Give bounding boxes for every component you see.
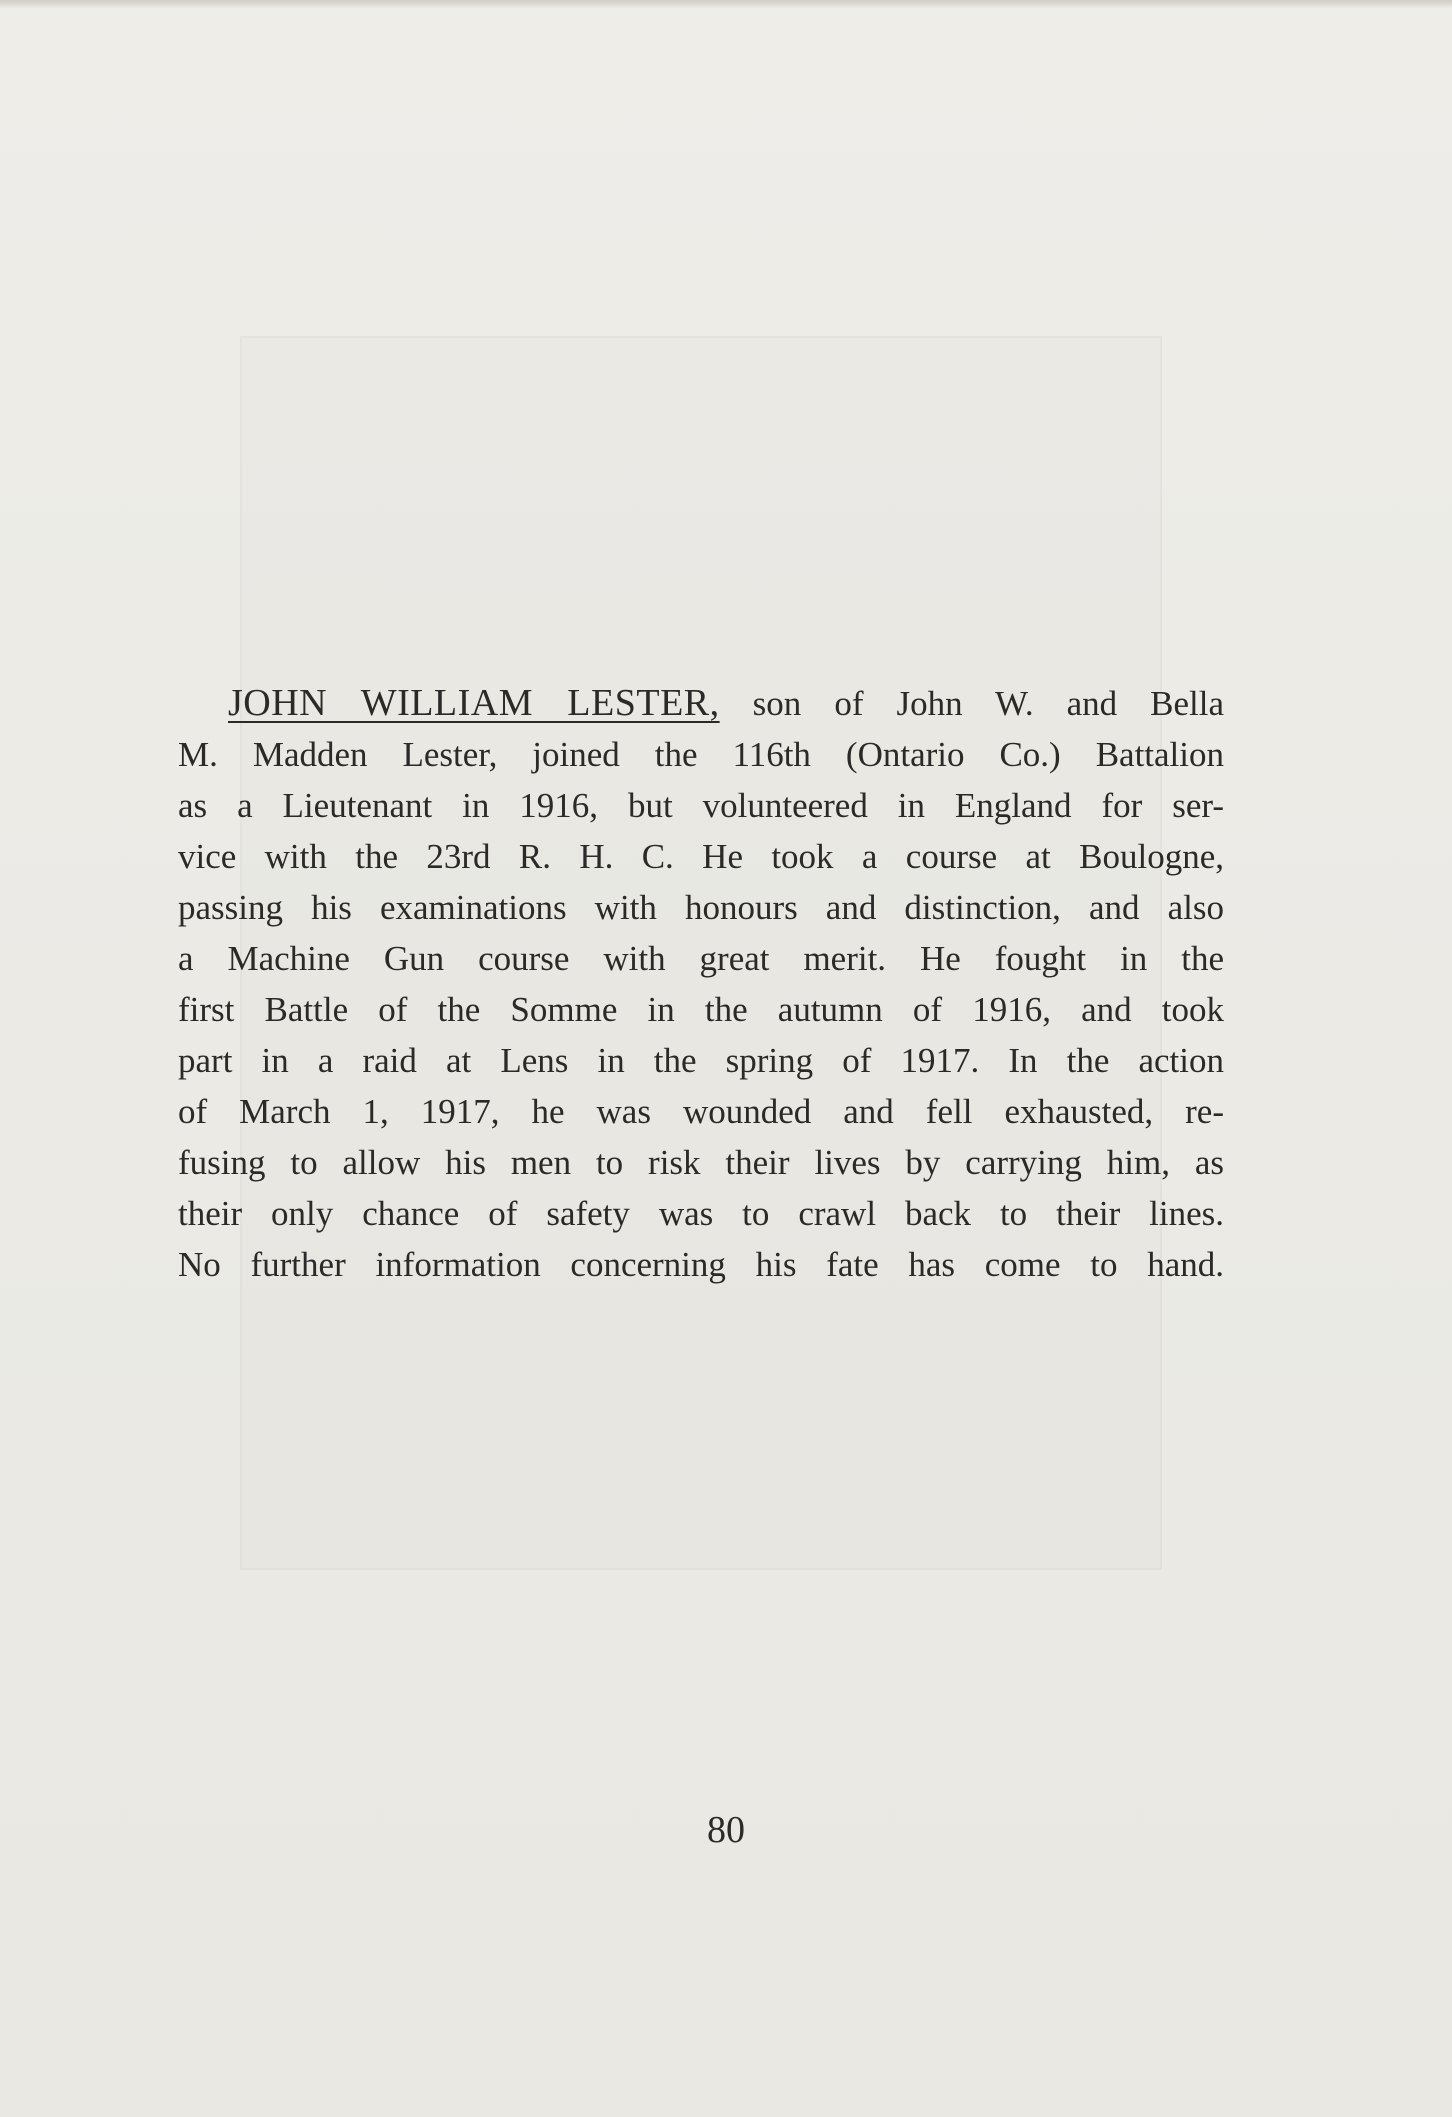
- bio-line: vice with the 23rd R. H. C. He took a course at Boulogne,: [178, 837, 1224, 876]
- page-number: 80: [707, 1809, 745, 1851]
- bio-line: part in a raid at Lens in the spring of 1917. In the action: [178, 1041, 1224, 1080]
- bio-line: M. Madden Lester, joined the 116th (Ontario Co.) Battalion: [178, 735, 1224, 774]
- page-top-edge: [0, 0, 1452, 8]
- bio-line: a Machine Gun course with great merit. He fought in the: [178, 939, 1224, 978]
- bio-line: of March 1, 1917, he was wounded and fell exhausted, re-: [178, 1092, 1224, 1131]
- biography-paragraph: [178, 678, 1224, 1290]
- bio-line: as a Lieutenant in 1916, but volunteered in England for ser-: [178, 786, 1224, 825]
- subject-name: JOHN WILLIAM LESTER,: [228, 682, 720, 724]
- bio-line: JOHN WILLIAM LESTER, son of John W. and Bella: [228, 682, 1225, 724]
- bio-line: No further information concerning his fate has come to hand.: [178, 1245, 1224, 1284]
- bio-line: passing his examinations with honours and distinction, and also: [178, 888, 1224, 927]
- bio-line: fusing to allow his men to risk their lives by carrying him, as: [178, 1143, 1224, 1182]
- bio-line: first Battle of the Somme in the autumn of 1916, and took: [178, 990, 1224, 1029]
- bio-line: their only chance of safety was to crawl back to their lines.: [178, 1194, 1224, 1233]
